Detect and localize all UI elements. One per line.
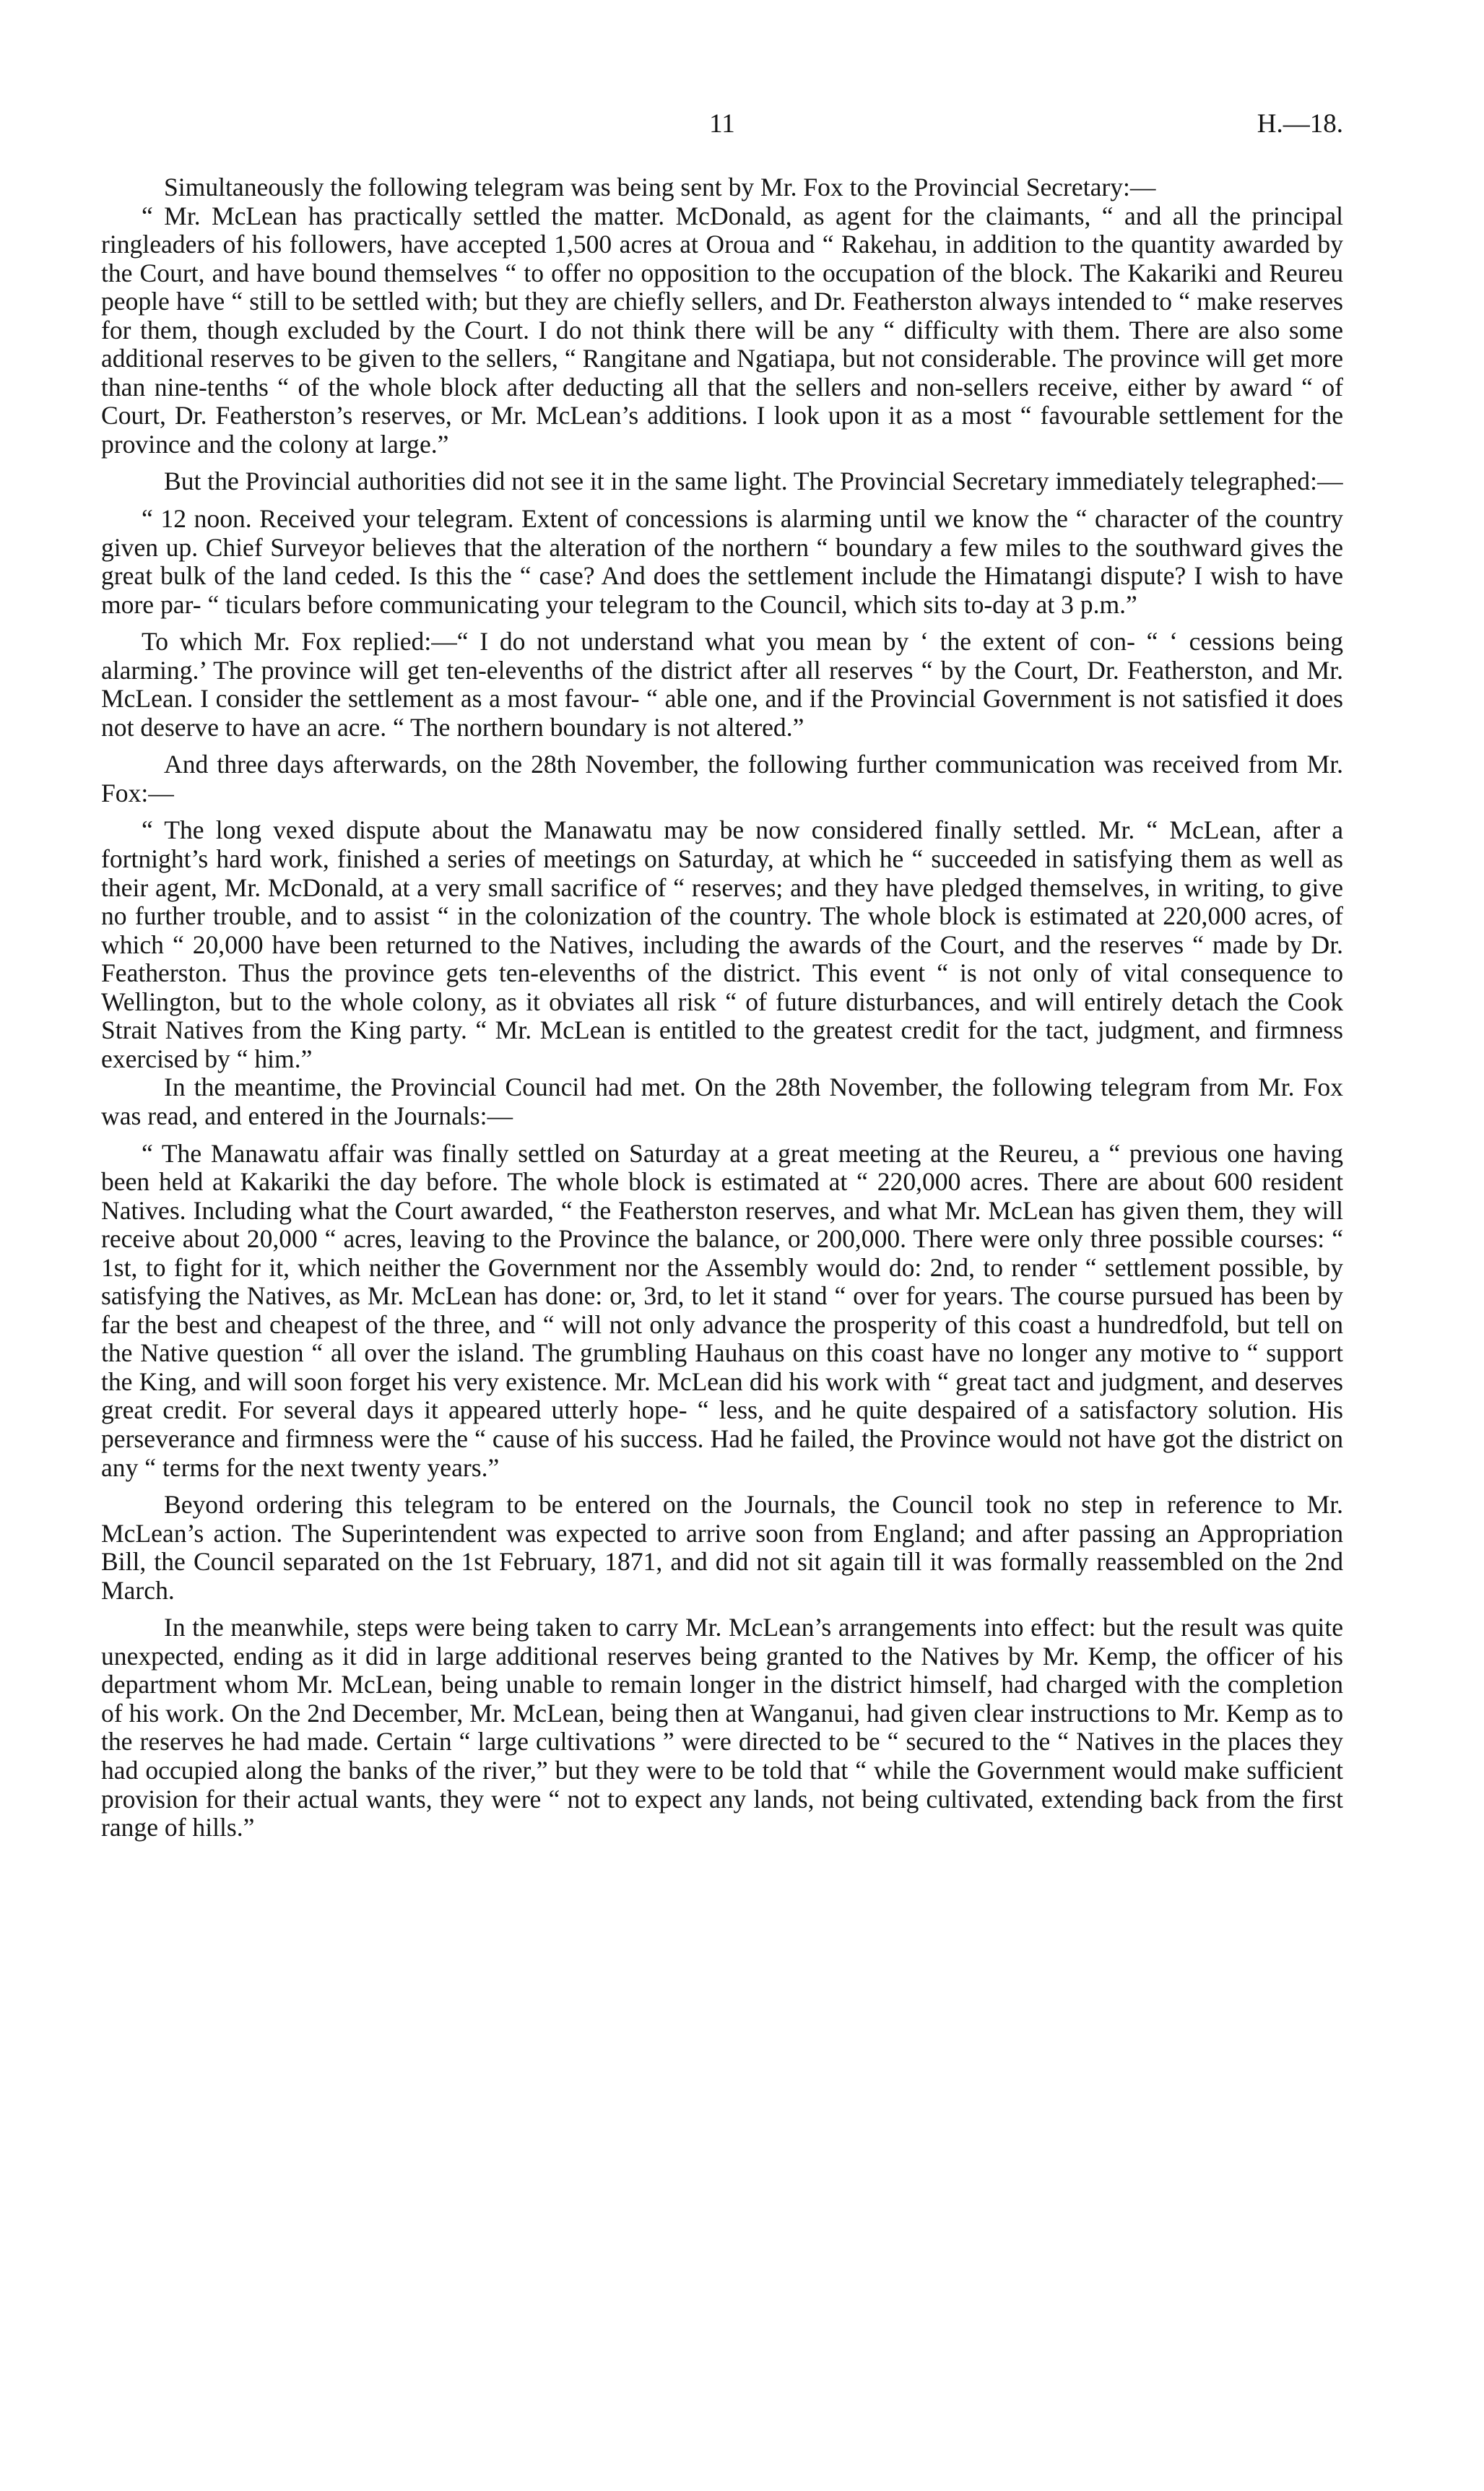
paragraph-council-met: In the meantime, the Provincial Council had met. On the 28th November, the following telegram from Mr. Fox was read, and entered in the Journals:— [101,1073,1343,1130]
paragraph-telegram-intro: Simultaneously the following telegram was being sent by Mr. Fox to the Provincial Secretary:— [164,173,1156,202]
paragraph-fox-reply: To which Mr. Fox replied:—“ I do not understand what you mean by ‘ the extent of con- “ ‘ cessions being alarming.’ The province will get ten-elevenths of the district after all reserves “ by the Court, Dr. Featherston, and Mr. McLean. I consider the settlement as a most favour- “ able one, and if the Provincial Government is not satisfied it does not deserve to have an acre. “ The northern boundary is not altered.” [101,627,1343,742]
document-body [101,173,1343,1842]
document-code: H.—18. [1257,109,1343,139]
quote-fox-telegram: “ Mr. McLean has practically settled the matter. McDonald, as agent for the claimants, “ and all the principal ringleaders of his followers, have accepted 1,500 acres at Oroua and “ Rakehau, in addition to the quantity awarded by the Court, and have bound themselves “ to offer no opposition to the occupation of the block. The Kakariki and Reureu people have “ still to be settled with; but they are chiefly sellers, and Dr. Featherston always intended to “ make reserves for them, though excluded by the Court. I do not think there will be any “ difficulty with them. There are also some additional reserves to be given to the sellers, “ Rangitane and Ngatiapa, but not considerable. The province will get more than nine-tenths “ of the whole block after deducting all that the sellers and non-sellers receive, either by award “ of Court, Dr. Featherston’s reserves, or Mr. McLean’s additions. I look upon it as a most “ favourable settlement for the province and the colony at large.” [101,201,1343,459]
paragraph-kemp-reserves: In the meanwhile, steps were being taken to carry Mr. McLean’s arrangements into effect: but the result was quite unexpected, ending as it did in large additional reserves being granted to the Natives by Mr. Kemp, the officer of his department whom Mr. McLean, being unable to remain longer in the district himself, had charged with the completion of his work. On the 2nd December, Mr. McLean, being then at Wanganui, had given clear instructions to Mr. Kemp as to the reserves he had made. Certain “ large cultivations ” were directed to be “ secured to the “ Natives in the places they had occupied along the banks of the river,” but they were to be told that “ while the Government would make sufficient provision for their actual wants, they were “ not to expect any lands, not being cultivated, extending back from the first range of hills.” [101,1613,1343,1842]
quote-secretary-telegram: “ 12 noon. Received your telegram. Extent of concessions is alarming until we know the “ character of the country given up. Chief Surveyor believes that the alteration of the northern “ boundary a few miles to the southward gives the great bulk of the land ceded. Is this the “ case? And does the settlement include the Himatangi dispute? I wish to have more par- “ ticulars before communicating your telegram to the Council, which sits to-day at 3 p.m.” [101,504,1343,619]
paragraph-provincial-reaction: But the Provincial authorities did not see it in the same light. The Provincial Secretary immediately telegraphed:— [164,467,1343,496]
paragraph-council-action: Beyond ordering this telegram to be entered on the Journals, the Council took no step in reference to Mr. McLean’s action. The Superintendent was expected to arrive soon from England; and after passing an Appropriation Bill, the Council separated on the 1st February, 1871, and did not sit again till it was formally reassembled on the 2nd March. [101,1490,1343,1605]
quote-fox-communication: “ The long vexed dispute about the Manawatu may be now considered finally settled. Mr. “ McLean, after a fortnight’s hard work, finished a series of meetings on Saturday, at which he “ succeeded in satisfying them as well as their agent, Mr. McDonald, at a very small sacrifice of “ reserves; and they have pledged themselves, in writing, to give no further trouble, and to assist “ in the colonization of the country. The whole block is estimated at 220,000 acres, of which “ 20,000 have been returned to the Natives, including the awards of the Court, and the reserves “ made by Dr. Featherston. Thus the province gets ten-elevenths of the district. This event “ is not only of vital consequence to Wellington, but to the whole colony, as it obviates all risk “ of future disturbances, and will entirely detach the Cook Strait Natives from the King party. “ Mr. McLean is entitled to the greatest credit for the tact, judgment, and firmness exercised by “ him.” [101,815,1343,1073]
page-header [101,108,1343,152]
paragraph-further-communication: And three days afterwards, on the 28th November, the following further communication was received from Mr. Fox:— [101,750,1343,807]
quote-fox-journal-telegram: “ The Manawatu affair was finally settled on Saturday at a great meeting at the Reureu, a “ previous one having been held at Kakariki the day before. The whole block is estimated at “ 220,000 acres. There are about 600 resident Natives. Including what the Court awarded, “ the Featherston reserves, and what Mr. McLean has given them, they will receive about 20,000 “ acres, leaving to the Province the balance, or 200,000. There were only three possible courses: “ 1st, to fight for it, which neither the Government nor the Assembly would do: 2nd, to render “ settlement possible, by satisfying the Natives, as Mr. McLean has done: or, 3rd, to let it stand “ over for years. The course pursued has been by far the best and cheapest of the three, and “ will not only advance the prosperity of this coast a hundredfold, but tell on the Native question “ all over the island. The grumbling Hauhaus on this coast have no longer any motive to “ support the King, and will soon forget his very existence. Mr. McLean did his work with “ great tact and judgment, and deserves great credit. For several days it appeared utterly hope- “ less, and he quite despaired of a satisfactory solution. His perseverance and firmness were the “ cause of his success. Had he failed, the Province would not have got the district on any “ terms for the next twenty years.” [101,1138,1343,1482]
page-number: 11 [709,109,735,139]
